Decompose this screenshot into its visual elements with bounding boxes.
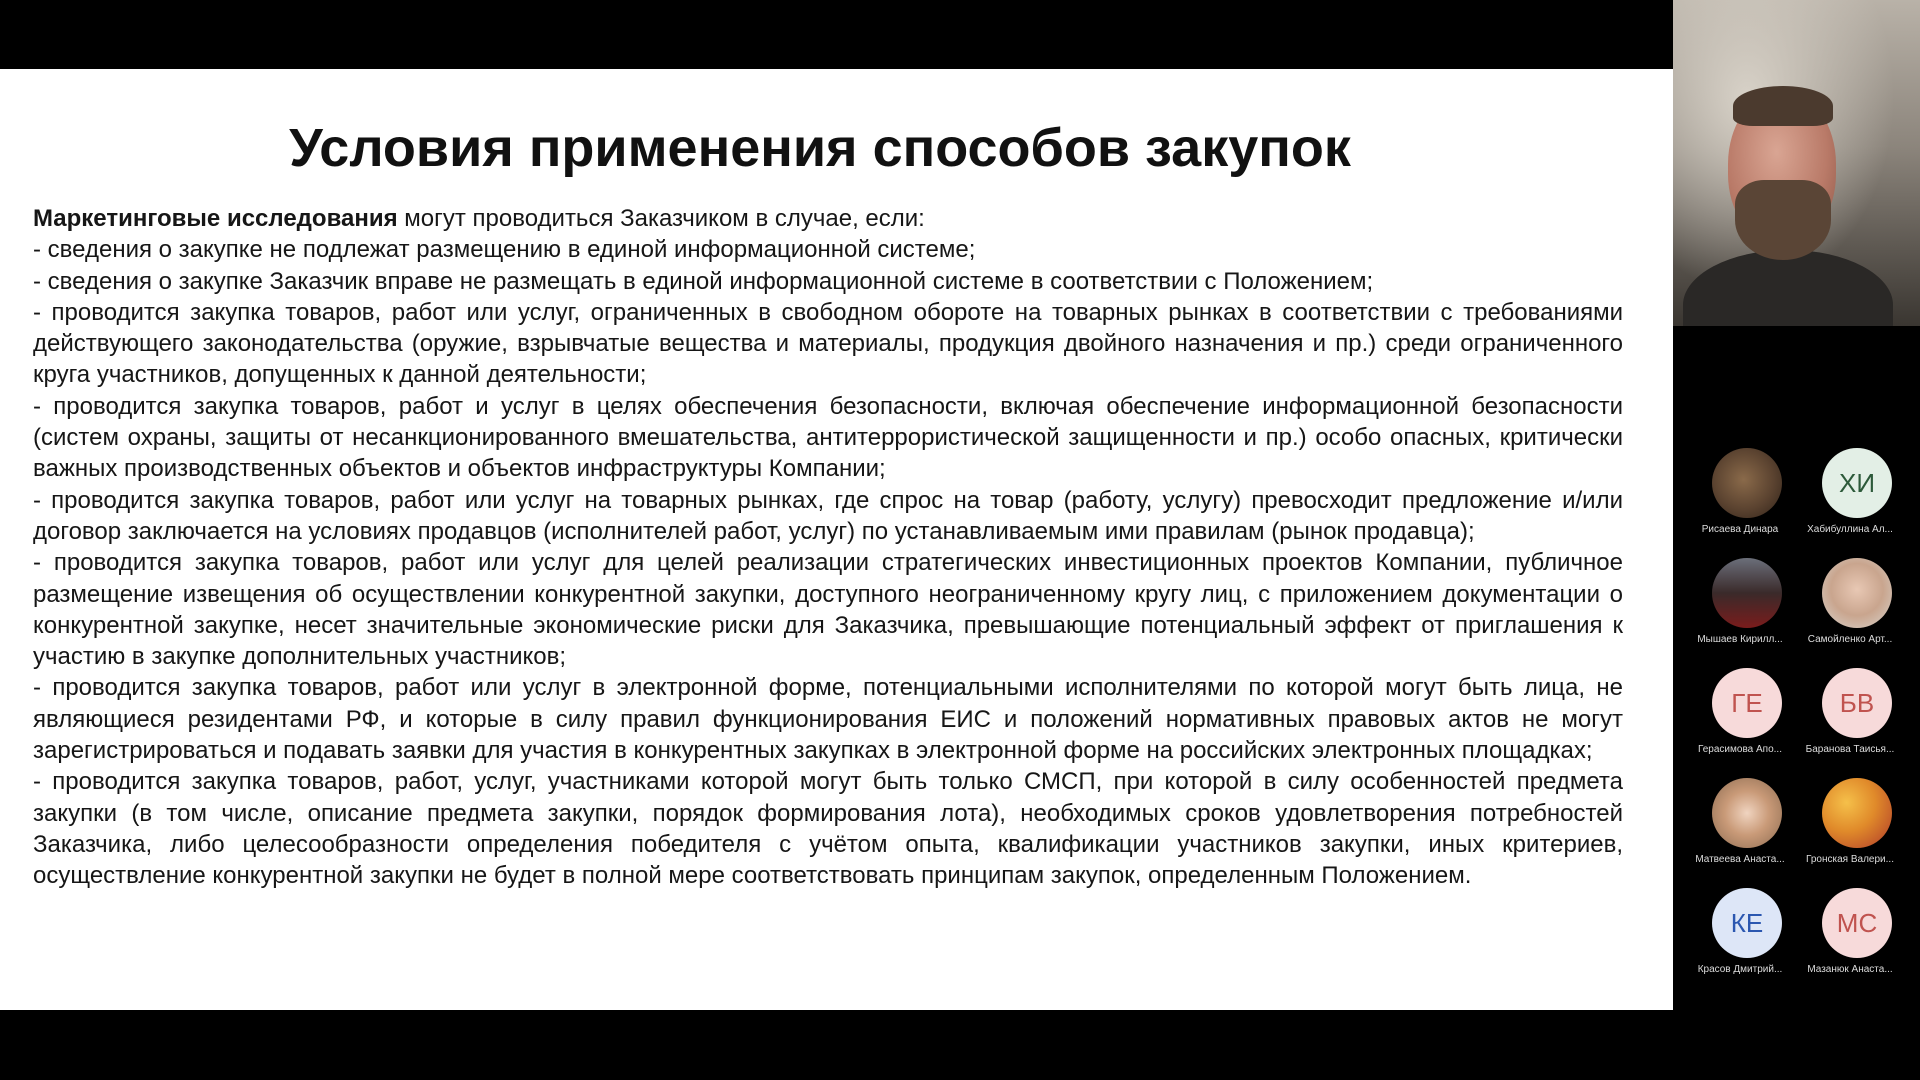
slide-item: - проводится закупка товаров, работ или услуг для целей реализации стратегических инвестиционных проектов Компании, публичное размещение извещения об осуществлении конкурентной закупки, доступного неограниченному кругу лиц, с приложением документации о конкурентной закупке, несет значительные экономические риски для Заказчика, превышающие потенциальный эффект от приглашения к участию в закупке дополнительных участников; xyxy=(33,549,1623,671)
slide-item: - проводится закупка товаров, работ или услуг, ограниченных в свободном обороте на товарных рынках в соответствии с требованиями действующего законодательства (оружие, взрывчатые вещества и материалы, продукция двойного назначения и пр.) среди ограниченного круга участников, допущенных к данной деятельности; xyxy=(33,298,1623,389)
intro-text: могут проводиться Заказчиком в случае, если: xyxy=(397,205,925,232)
participant-initials-avatar: БВ xyxy=(1822,668,1892,738)
participant-name: Мышаев Кирилл... xyxy=(1697,634,1783,645)
participant-name: Красов Дмитрий... xyxy=(1697,964,1783,975)
participant-photo xyxy=(1822,558,1892,628)
participant-initials-avatar: МС xyxy=(1822,888,1892,958)
participant-photo xyxy=(1712,448,1782,518)
participant-tile[interactable] xyxy=(1685,880,1795,976)
participant-name: Самойленко Арт... xyxy=(1807,634,1893,645)
slide-title: Условия применения способов закупок xyxy=(289,118,1351,178)
slide-item: - сведения о закупке не подлежат размещению в единой информационной системе; xyxy=(33,236,976,264)
slide-intro xyxy=(33,203,1623,234)
participant-name: Хабибуллина Ал... xyxy=(1807,524,1893,535)
participant-tile[interactable] xyxy=(1795,770,1905,866)
participant-initials-avatar: ХИ xyxy=(1822,448,1892,518)
slide-item: - проводится закупка товаров, работ или услуг в электронной форме, потенциальными исполнителями по которой могут быть лица, не являющиеся резидентами РФ, и которые в силу правил функционирования ЕИС и положений нормативных правовых актов не могут зарегистрироваться и подавать заявки для участия в конкурентных закупках в электронной форме на российских электронных площадках; xyxy=(33,674,1623,765)
participant-name: Матвеева Анаста... xyxy=(1695,854,1785,865)
participant-initials-avatar: ГЕ xyxy=(1712,668,1782,738)
slide-item: - проводится закупка товаров, работ, услуг, участниками которой могут быть только СМСП, при которой в силу особенностей предмета закупки (в том числе, описание предмета закупки, порядок формирования лота), необходимых сроков удовлетворения потребностей Заказчика, либо целесообразности определения победителя с учётом опыта, квалификации участников закупки, иных критериев, осуществление конкурентной закупки не будет в полной мере соответствовать принципам закупок, определенным Положением. xyxy=(33,768,1623,890)
slide-body xyxy=(33,203,1623,892)
participant-tile[interactable] xyxy=(1685,550,1795,646)
presentation-slide xyxy=(0,69,1673,1010)
participant-name: Мазанюк Анаста... xyxy=(1807,964,1893,975)
participant-tile[interactable] xyxy=(1795,550,1905,646)
participant-photo xyxy=(1712,558,1782,628)
participant-tile[interactable] xyxy=(1795,880,1905,976)
slide-item: - проводится закупка товаров, работ и услуг в целях обеспечения безопасности, включая обеспечение информационной безопасности (систем охраны, защиты от несанкционированного вмешательства, антитеррористической защищенности и пр.) особо опасных, критически важных производственных объектов и объектов инфраструктуры Компании; xyxy=(33,392,1623,483)
slide-item: - проводится закупка товаров, работ или услуг на товарных рынках, где спрос на товар (работу, услугу) превосходит предложение и/или договор заключается на условиях продавцов (исполнителей работ, услуг) по устанавливаемым ими правилам (рынок продавца); xyxy=(33,486,1623,545)
participant-tile[interactable] xyxy=(1685,440,1795,536)
participant-tile[interactable] xyxy=(1795,440,1905,536)
participant-initials-avatar: КЕ xyxy=(1712,888,1782,958)
speaker-video[interactable] xyxy=(1673,0,1920,326)
intro-bold: Маркетинговые исследования xyxy=(33,205,398,232)
participant-tile[interactable] xyxy=(1685,770,1795,866)
participant-tile[interactable] xyxy=(1795,660,1905,756)
participant-photo xyxy=(1712,778,1782,848)
participant-photo xyxy=(1822,778,1892,848)
speaker-beard xyxy=(1735,180,1831,260)
participant-name: Баранова Таисья... xyxy=(1805,744,1895,755)
participant-name: Гронская Валери... xyxy=(1806,854,1894,865)
participants-panel xyxy=(1673,0,1920,1080)
participant-name: Герасимова Апо... xyxy=(1698,744,1782,755)
participant-name: Рисаева Динара xyxy=(1701,524,1779,535)
slide-item: - сведения о закупке Заказчик вправе не размещать в единой информационной системе в соответствии с Положением; xyxy=(33,267,1374,295)
speaker-hair xyxy=(1733,86,1833,126)
participant-tile[interactable] xyxy=(1685,660,1795,756)
